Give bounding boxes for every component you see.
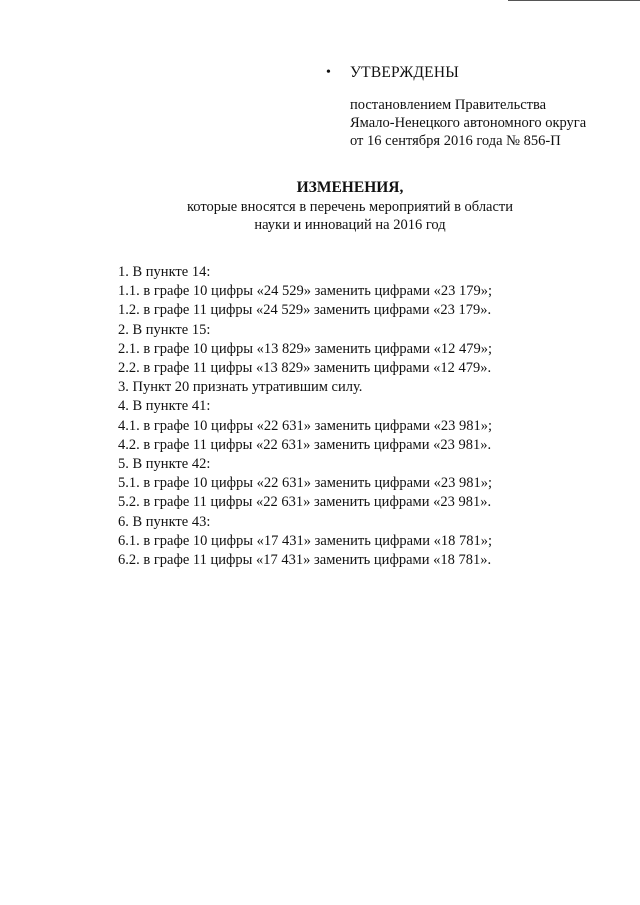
- list-item: 4.1. в графе 10 цифры «22 631» заменить цифрами «23 981»;: [118, 417, 493, 434]
- scan-top-rule: [508, 0, 640, 1]
- approval-bullet-mark: •: [326, 65, 331, 80]
- heading-subtitle-line: которые вносятся в перечень мероприятий в области: [186, 199, 514, 215]
- heading-subtitle-line: науки и инноваций на 2016 год: [254, 217, 446, 233]
- approval-title: УТВЕРЖДЕНЫ: [350, 64, 459, 81]
- list-item: 2.1. в графе 10 цифры «13 829» заменить цифрами «12 479»;: [118, 340, 493, 357]
- approval-line: Ямало-Ненецкого автономного округа: [350, 115, 587, 131]
- list-item: 1.1. в графе 10 цифры «24 529» заменить цифрами «23 179»;: [118, 283, 493, 300]
- list-item: 3. Пункт 20 признать утратившим силу.: [118, 379, 363, 396]
- changes-list: [118, 263, 638, 570]
- approval-line: постановлением Правительства: [350, 97, 547, 113]
- list-item: 1.2. в графе 11 цифры «24 529» заменить цифрами «23 179».: [118, 302, 492, 319]
- list-item: 5.1. в графе 10 цифры «22 631» заменить цифрами «23 981»;: [118, 475, 493, 492]
- list-item: 2.2. в графе 11 цифры «13 829» заменить цифрами «12 479».: [118, 360, 492, 377]
- list-item: 5.2. в графе 11 цифры «22 631» заменить цифрами «23 981».: [118, 494, 492, 511]
- list-item: 2. В пункте 15:: [118, 321, 211, 338]
- document-heading: [60, 178, 640, 234]
- list-item: 6.1. в графе 10 цифры «17 431» заменить цифрами «18 781»;: [118, 532, 493, 549]
- list-item: 5. В пункте 42:: [118, 456, 211, 473]
- approval-line: от 16 сентября 2016 года № 856-П: [350, 133, 561, 149]
- list-item: 4. В пункте 41:: [118, 398, 211, 415]
- list-item: 6.2. в графе 11 цифры «17 431» заменить цифрами «18 781».: [118, 552, 492, 569]
- heading-title: ИЗМЕНЕНИЯ,: [296, 179, 404, 196]
- list-item: 1. В пункте 14:: [118, 264, 211, 280]
- list-item: 4.2. в графе 11 цифры «22 631» заменить цифрами «23 981».: [118, 436, 492, 453]
- approval-block: [350, 64, 630, 150]
- list-item: 6. В пункте 43:: [118, 513, 211, 530]
